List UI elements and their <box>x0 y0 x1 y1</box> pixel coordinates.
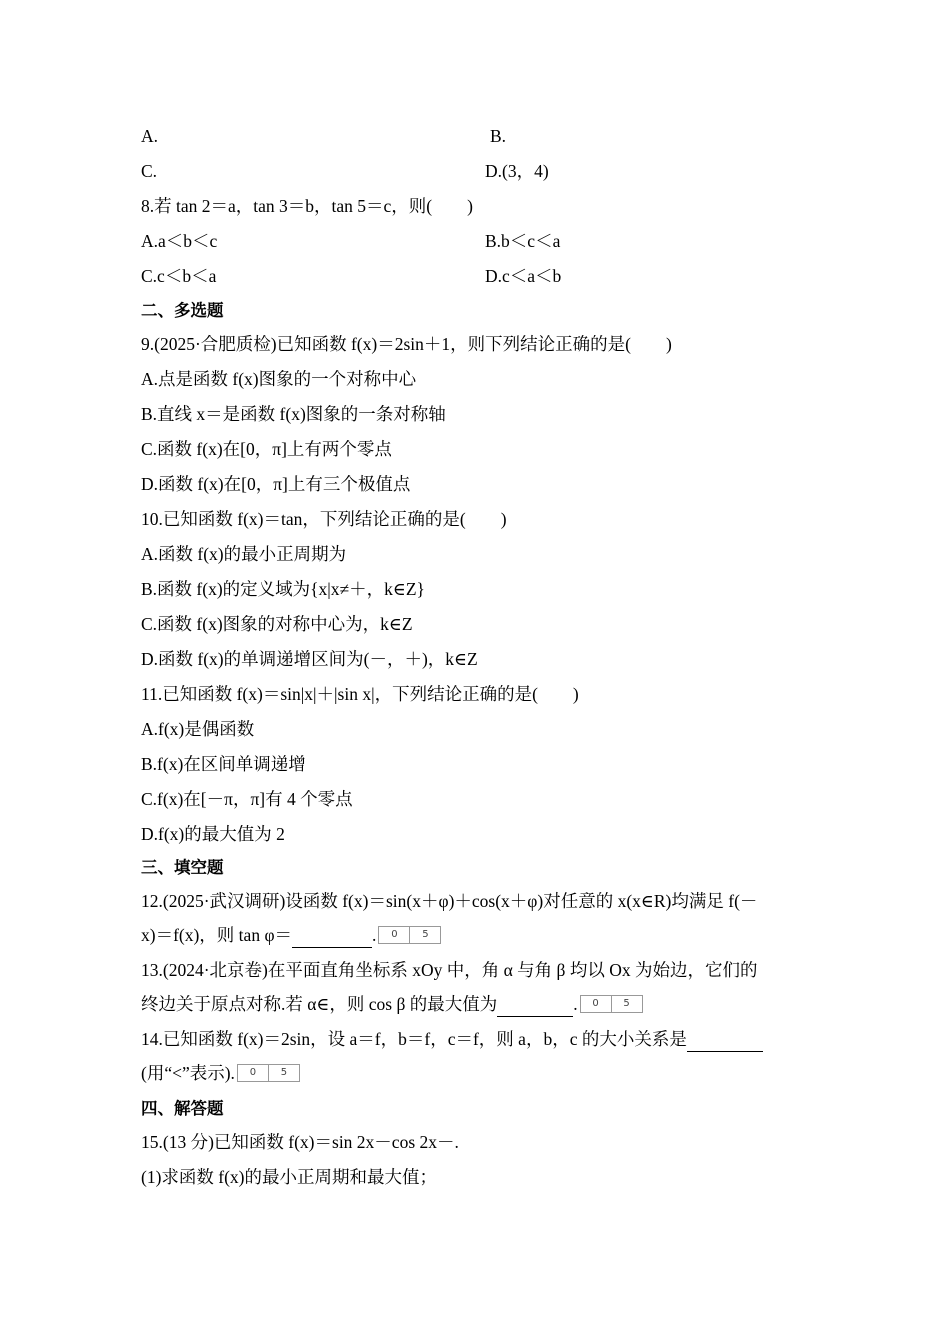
q8-option-c: C.c＜b＜a <box>141 266 217 286</box>
q15-part1: (1)求函数 f(x)的最小正周期和最大值； <box>141 1167 438 1187</box>
q12-line2 <box>141 923 441 948</box>
q14-line1 <box>141 1027 763 1052</box>
q14-text-2: (用“<”表示). <box>141 1063 235 1083</box>
q11-option-d: D.f(x)的最大值为 2 <box>141 824 285 844</box>
q12-answer-blank[interactable] <box>292 923 372 948</box>
q13-line1: 13.(2024·北京卷)在平面直角坐标系 xOy 中，角 α 与角 β 均以 Ox 为始边，它们的 <box>141 960 758 980</box>
q14-answer-blank[interactable] <box>687 1027 763 1052</box>
section-heading-multiple-choice: 二、多选题 <box>141 301 224 320</box>
q8-option-a: A.a＜b＜c <box>141 231 218 251</box>
section-heading-fill-in: 三、填空题 <box>141 858 224 877</box>
section-heading-solutions: 四、解答题 <box>141 1099 224 1118</box>
q11-stem: 11.已知函数 f(x)＝sin|x|＋|sin x|，下列结论正确的是( ) <box>141 684 579 704</box>
q9-option-c: C.函数 f(x)在[0，π]上有两个零点 <box>141 439 392 459</box>
q10-option-d: D.函数 f(x)的单调递增区间为(－，＋)，k∈Z <box>141 649 478 669</box>
q8-option-d: D.c＜a＜b <box>485 266 562 286</box>
q11-option-a: A.f(x)是偶函数 <box>141 719 255 739</box>
q7-option-a: A. <box>141 126 159 146</box>
q9-option-a: A.点是函数 f(x)图象的一个对称中心 <box>141 369 417 389</box>
q7-option-c: C. <box>141 161 158 181</box>
q7-option-b: B. <box>490 126 507 146</box>
score-box: 0 5 <box>237 1064 300 1082</box>
q12-text: x)＝f(x)，则 tan φ＝ <box>141 925 293 945</box>
q12-period: . <box>372 925 377 945</box>
q10-stem: 10.已知函数 f(x)＝tan，下列结论正确的是( ) <box>141 509 507 529</box>
q13-text: 终边关于原点对称.若 α∈，则 cos β 的最大值为 <box>141 994 498 1014</box>
q9-stem: 9.(2025·合肥质检)已知函数 f(x)＝2sin＋1，则下列结论正确的是( ) <box>141 334 672 354</box>
q12-line1: 12.(2025·武汉调研)设函数 f(x)＝sin(x＋φ)＋cos(x＋φ)对任意的 x(x∈R)均满足 f(－ <box>141 891 758 911</box>
score-box: 0 5 <box>580 995 643 1013</box>
q10-option-a: A.函数 f(x)的最小正周期为 <box>141 544 347 564</box>
q10-option-b: B.函数 f(x)的定义域为{x|x≠＋，k∈Z} <box>141 579 425 599</box>
q14-text: 14.已知函数 f(x)＝2sin，设 a＝f，b＝f，c＝f，则 a，b，c 的大小关系是 <box>141 1029 687 1049</box>
q9-option-b: B.直线 x＝是函数 f(x)图象的一条对称轴 <box>141 404 446 424</box>
q7-option-d: D.(3，4) <box>485 161 549 181</box>
q13-answer-blank[interactable] <box>497 992 573 1017</box>
q10-option-c: C.函数 f(x)图象的对称中心为，k∈Z <box>141 614 413 634</box>
q8-option-b: B.b＜c＜a <box>485 231 561 251</box>
q14-line2 <box>141 1061 300 1085</box>
q11-option-c: C.f(x)在[－π，π]有 4 个零点 <box>141 789 353 809</box>
q13-period: . <box>573 994 578 1014</box>
q8-stem: 8.若 tan 2＝a，tan 3＝b，tan 5＝c，则( ) <box>141 196 473 216</box>
q11-option-b: B.f(x)在区间单调递增 <box>141 754 306 774</box>
q15-stem: 15.(13 分)已知函数 f(x)＝sin 2x－cos 2x－. <box>141 1132 459 1152</box>
q13-line2 <box>141 992 643 1017</box>
q9-option-d: D.函数 f(x)在[0，π]上有三个极值点 <box>141 474 411 494</box>
score-box: 0 5 <box>378 926 441 944</box>
